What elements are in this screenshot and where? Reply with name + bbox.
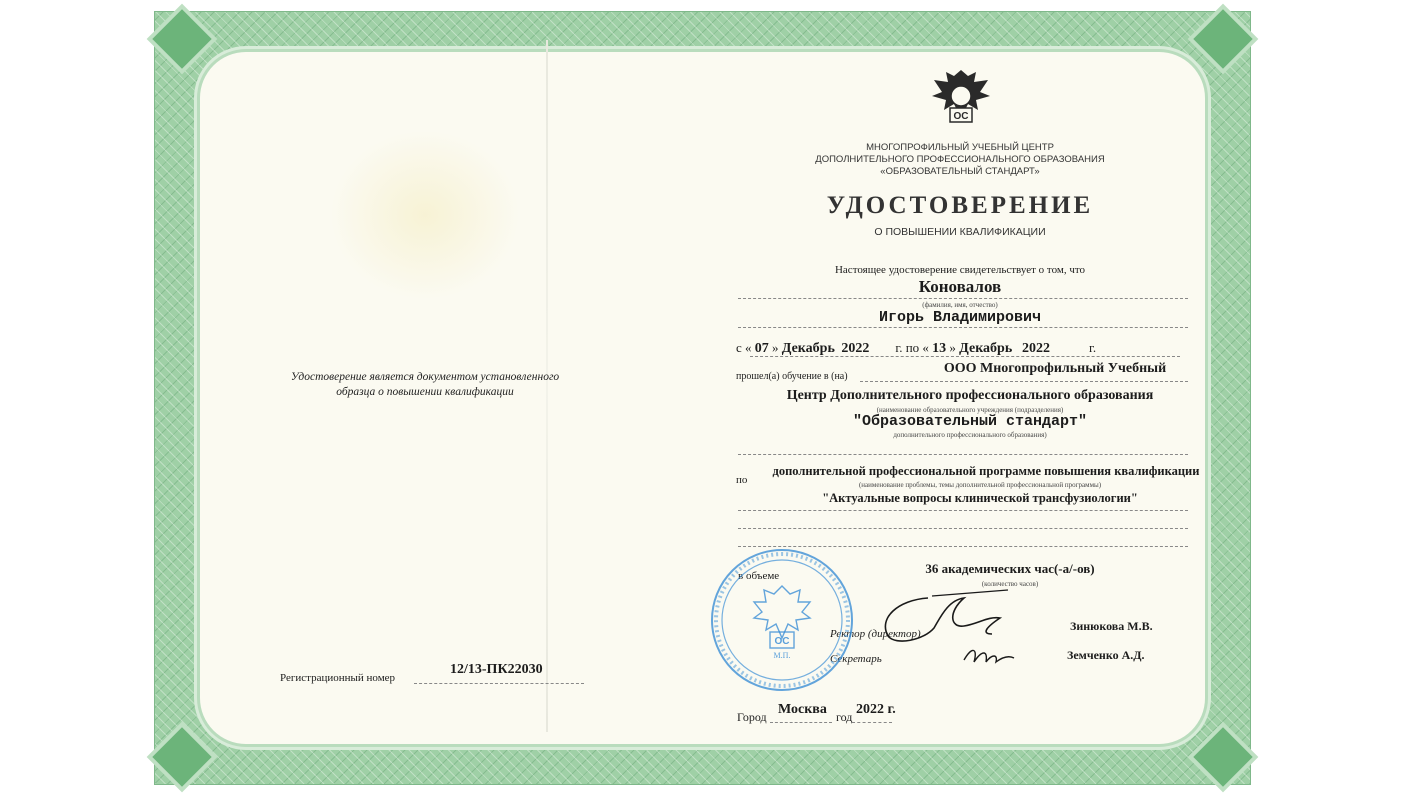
- organization-header: [790, 142, 1130, 178]
- period-text: »: [949, 340, 956, 355]
- to-year: 2022: [1021, 341, 1050, 356]
- year-label: год: [836, 710, 853, 724]
- official-stamp: [708, 546, 856, 694]
- eagle-emblem-icon: [926, 62, 996, 132]
- secretary-name: Земченко А.Д.: [1067, 648, 1145, 662]
- period-text: г. по «: [895, 340, 929, 355]
- volume-label: в объеме: [738, 570, 780, 582]
- training-label: прошел(а) обучение в (на): [736, 371, 848, 382]
- institution-line: "Образовательный стандарт": [852, 413, 1088, 430]
- program-prefix: по: [736, 474, 748, 486]
- stamp-letters: ОС: [774, 636, 790, 647]
- registration-label: Регистрационный номер: [280, 672, 396, 684]
- period-text: с «: [736, 340, 752, 355]
- stamp-mp-label: М.П.: [773, 651, 791, 660]
- rector-signature: [868, 578, 1018, 648]
- intro-text: Настоящее удостоверение свидетельствует о том, что: [834, 264, 1086, 276]
- document-title: УДОСТОВЕРЕНИЕ: [826, 192, 1094, 219]
- city-label: Город: [737, 710, 767, 724]
- org-line: ДОПОЛНИТЕЛЬНОГО ПРОФЕССИОНАЛЬНОГО ОБРАЗОВАНИЯ: [815, 154, 1105, 165]
- program-topic: "Актуальные вопросы клинической трансфузиологии": [822, 491, 1138, 505]
- period-text: »: [772, 340, 779, 355]
- rector-label: Ректор (директор): [830, 628, 921, 640]
- to-day: 13: [932, 341, 947, 356]
- to-month: Декабрь: [959, 341, 1013, 356]
- name-caption: (фамилия, имя, отчество): [922, 301, 998, 309]
- corner-ornament: [152, 9, 211, 68]
- secretary-label: Секретарь: [830, 653, 882, 665]
- from-year: 2022: [841, 341, 870, 356]
- institution-line: ООО Многопрофильный Учебный: [943, 361, 1167, 376]
- from-day: 07: [754, 341, 769, 356]
- emblem-letters: ОС: [953, 111, 969, 122]
- left-page-note: Удостоверение является документом установленного образца о повышении квалификации: [290, 371, 560, 398]
- period-text: г.: [1088, 340, 1097, 355]
- corner-ornament: [1193, 727, 1252, 786]
- institution-caption: (наименование образовательного учреждения (подразделения): [876, 406, 1064, 414]
- volume-caption: (количество часов): [981, 580, 1039, 588]
- training-period: [736, 340, 1096, 357]
- program-caption: (наименование проблемы, темы дополнительной профессиональной программы): [858, 481, 1102, 489]
- institution-caption: дополнительного профессионального образования): [893, 431, 1047, 439]
- volume-hours: 36 академических час(-а/-ов): [925, 561, 1095, 576]
- surname: Коновалов: [918, 277, 1002, 296]
- given-names: Игорь Владимирович: [878, 309, 1042, 326]
- secretary-signature: [958, 640, 1018, 670]
- org-line: «ОБРАЗОВАТЕЛЬНЫЙ СТАНДАРТ»: [880, 166, 1040, 177]
- from-month: Декабрь: [781, 341, 835, 356]
- program-name: дополнительной профессиональной программе повышения квалификации: [772, 464, 1200, 478]
- registration-number: 12/13-ПК22030: [450, 662, 543, 677]
- document-subtitle: О ПОВЫШЕНИИ КВАЛИФИКАЦИИ: [874, 226, 1046, 238]
- rector-name: Зинюкова М.В.: [1070, 619, 1153, 633]
- institution-line: Центр Дополнительного профессионального образования: [786, 388, 1154, 403]
- corner-ornament: [1193, 9, 1252, 68]
- year: 2022 г.: [856, 702, 896, 717]
- city: Москва: [778, 702, 827, 717]
- corner-ornament: [152, 727, 211, 786]
- watermark-emblem: [330, 130, 520, 300]
- org-line: МНОГОПРОФИЛЬНЫЙ УЧЕБНЫЙ ЦЕНТР: [866, 142, 1054, 153]
